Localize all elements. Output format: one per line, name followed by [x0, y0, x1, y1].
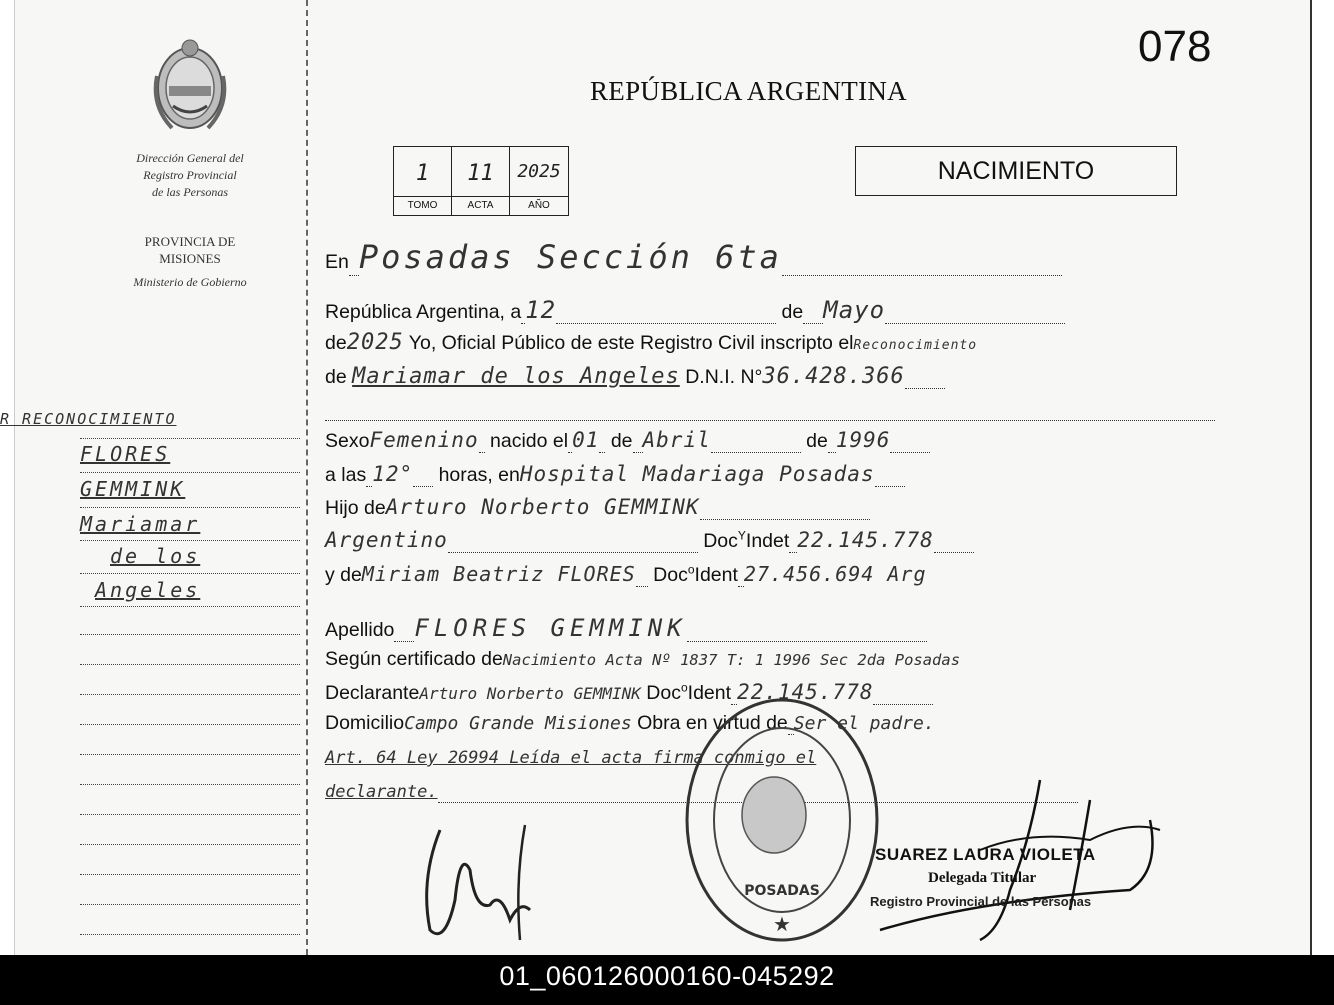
birth-day: 01: [572, 428, 600, 452]
continuation-text-1: Art. 64 Ley 26994 Leída el acta firma conmigo el: [325, 748, 817, 768]
margin-rule: [80, 664, 300, 665]
declarant-doc-type: Ident: [687, 682, 732, 704]
document-number: 078: [1138, 22, 1212, 71]
page-right-edge: [1310, 0, 1334, 955]
en-label: En: [325, 251, 349, 273]
mother-doc-label: Doc: [653, 564, 688, 586]
obra-value: Ser el padre.: [793, 713, 935, 734]
person-name: Mariamar de los Angeles: [352, 364, 680, 389]
sexo-label: Sexo: [325, 430, 370, 452]
declarant-signature-icon: [400, 810, 560, 950]
line-hour-place: [325, 462, 905, 487]
agency-line-1: Dirección General del: [136, 151, 244, 165]
page-left-edge: [0, 0, 15, 955]
place-value: Posadas Sección 6ta: [358, 238, 782, 276]
father-doc-type: Indet: [745, 530, 790, 552]
birth-place: Hospital Madariaga Posadas: [519, 462, 875, 486]
margin-note-given-1: Mariamar: [80, 512, 201, 536]
margin-rule: [80, 934, 300, 935]
horas-label: horas, en: [438, 464, 520, 486]
inscription-type: Reconocimiento: [853, 338, 978, 353]
domicilio-label: Domicilio: [325, 712, 405, 734]
birth-year: 1996: [835, 428, 891, 452]
declarant-doc-number: 22.145.778: [737, 680, 874, 704]
official-office: Registro Provincial de las Personas: [870, 894, 1092, 909]
agency-line-2: Registro Provincial: [143, 168, 237, 182]
tomo-value: 1: [415, 161, 430, 186]
month-value: Mayo: [823, 296, 886, 324]
margin-rule: [80, 694, 300, 695]
segun-label: Según certificado de: [325, 648, 503, 670]
registry-box: [393, 146, 569, 216]
mother-doc-type: Ident: [694, 564, 738, 586]
address-value: Campo Grande Misiones: [404, 713, 632, 734]
margin-rule: [80, 540, 300, 541]
father-nationality: Argentino: [325, 528, 448, 552]
day-value: 12: [525, 296, 557, 324]
line-name: [325, 364, 945, 389]
sex-value: Femenino: [369, 428, 479, 452]
yde-label: y de: [325, 564, 362, 586]
father-name: Arturo Norberto GEMMINK: [385, 495, 700, 519]
margin-rule: [80, 724, 300, 725]
republica-label: República Argentina, a: [325, 301, 522, 323]
nacido-label: nacido el: [490, 430, 569, 452]
line-year: [325, 330, 977, 355]
hijo-label: Hijo de: [325, 497, 386, 519]
obra-label: Obra en virtud de: [637, 712, 788, 734]
acta-value: 11: [467, 161, 494, 186]
de3-label: de: [325, 366, 347, 388]
continuation-text-2: declarante.: [325, 782, 438, 802]
margin-note-surname-1: FLORES: [80, 442, 171, 466]
margin-rule: [80, 438, 300, 439]
country-title: REPÚBLICA ARGENTINA: [590, 76, 907, 106]
margin-note-given-2: de los: [110, 544, 201, 568]
declarant-doc-label: Doc: [646, 682, 681, 704]
de4-label: de: [610, 430, 633, 452]
de5-label: de: [806, 430, 828, 452]
scan-id-footer: 01_060126000160-045292: [0, 955, 1334, 1005]
tomo-label: TOMO: [394, 196, 451, 215]
margin-rule: [80, 844, 300, 845]
agency-line-3: de las Personas: [152, 185, 228, 199]
line-blank: [325, 398, 1215, 421]
margin-rule: [80, 507, 300, 508]
agency-name: [80, 150, 300, 201]
declarante-label: Declarante: [325, 682, 420, 704]
ministry-name: Ministerio de Gobierno: [133, 275, 247, 289]
official-role: Delegada Titular: [928, 870, 1037, 886]
margin-rule: [80, 634, 300, 635]
province-name: [80, 233, 300, 267]
year-value: 2025: [346, 330, 404, 355]
tomo-cell: [394, 147, 452, 215]
line-father: [325, 495, 870, 520]
margin-divider: [306, 0, 308, 955]
margin-rule: [80, 573, 300, 574]
coat-of-arms-icon: [147, 36, 233, 136]
line-surname: [325, 614, 927, 642]
anio-cell: [510, 147, 568, 215]
line-father-doc: Argentino Doc$^Y$Indet 22.145.778: [325, 528, 974, 553]
margin-rule: [80, 754, 300, 755]
line-certificate: [325, 648, 960, 671]
officer-statement: Yo, Oficial Público de este Registro Civil inscripto el: [408, 332, 854, 354]
line-date: [325, 296, 1065, 324]
mother-doc-number: 27.456.694 Arg: [743, 562, 927, 586]
de-label: de: [781, 301, 804, 323]
margin-note-given-3: Angeles: [95, 578, 201, 602]
record-type-box: NACIMIENTO: [855, 146, 1177, 196]
anio-value: 2025: [517, 161, 561, 182]
alas-label: a las: [325, 464, 367, 486]
apellido-label: Apellido: [325, 619, 395, 641]
margin-rule: [80, 606, 300, 607]
svg-text:POSADAS: POSADAS: [744, 883, 820, 899]
official-name: SUAREZ LAURA VIOLETA: [875, 845, 1096, 864]
margin-rule: [80, 814, 300, 815]
dni-value: 36.428.366: [762, 364, 905, 389]
svg-text:★: ★: [773, 912, 791, 936]
dni-label: D.N.I. N°: [685, 366, 763, 388]
mother-name: Miriam Beatriz FLORES: [361, 562, 636, 586]
birth-hour: 12°: [372, 462, 414, 486]
province-line-2: MISIONES: [159, 251, 221, 266]
declarant-name: Arturo Norberto GEMMINK: [419, 684, 641, 703]
margin-rule: [80, 472, 300, 473]
father-doc-number: 22.145.778: [797, 528, 934, 552]
province-line-1: PROVINCIA DE: [144, 234, 236, 249]
margin-rule: [80, 904, 300, 905]
line-declarant: DeclaranteArturo Norberto GEMMINK Doc$^o$Ident 22.145.778: [325, 680, 933, 705]
line-mother: y deMiriam Beatriz FLORES Doc$^o$Ident 27.456.694 Arg: [325, 562, 927, 586]
surname-value: FLORES GEMMINK: [414, 614, 687, 642]
acta-cell: [452, 147, 510, 215]
father-doc-label: Doc: [703, 530, 738, 552]
margin-note-reconocimiento: R RECONOCIMIENTO: [0, 410, 177, 428]
certificate-value: Nacimiento Acta Nº 1837 T: 1 1996 Sec 2da Posadas: [502, 651, 961, 669]
line-place: [325, 238, 1062, 276]
margin-note-surname-2: GEMMINK: [80, 477, 186, 501]
de2-label: de: [325, 332, 347, 354]
acta-label: ACTA: [452, 196, 509, 215]
birth-month: Abril: [642, 428, 711, 452]
anio-label: AÑO: [510, 196, 568, 215]
line-sex-birth: [325, 428, 930, 453]
margin-rule: [80, 874, 300, 875]
margin-rule: [80, 784, 300, 785]
